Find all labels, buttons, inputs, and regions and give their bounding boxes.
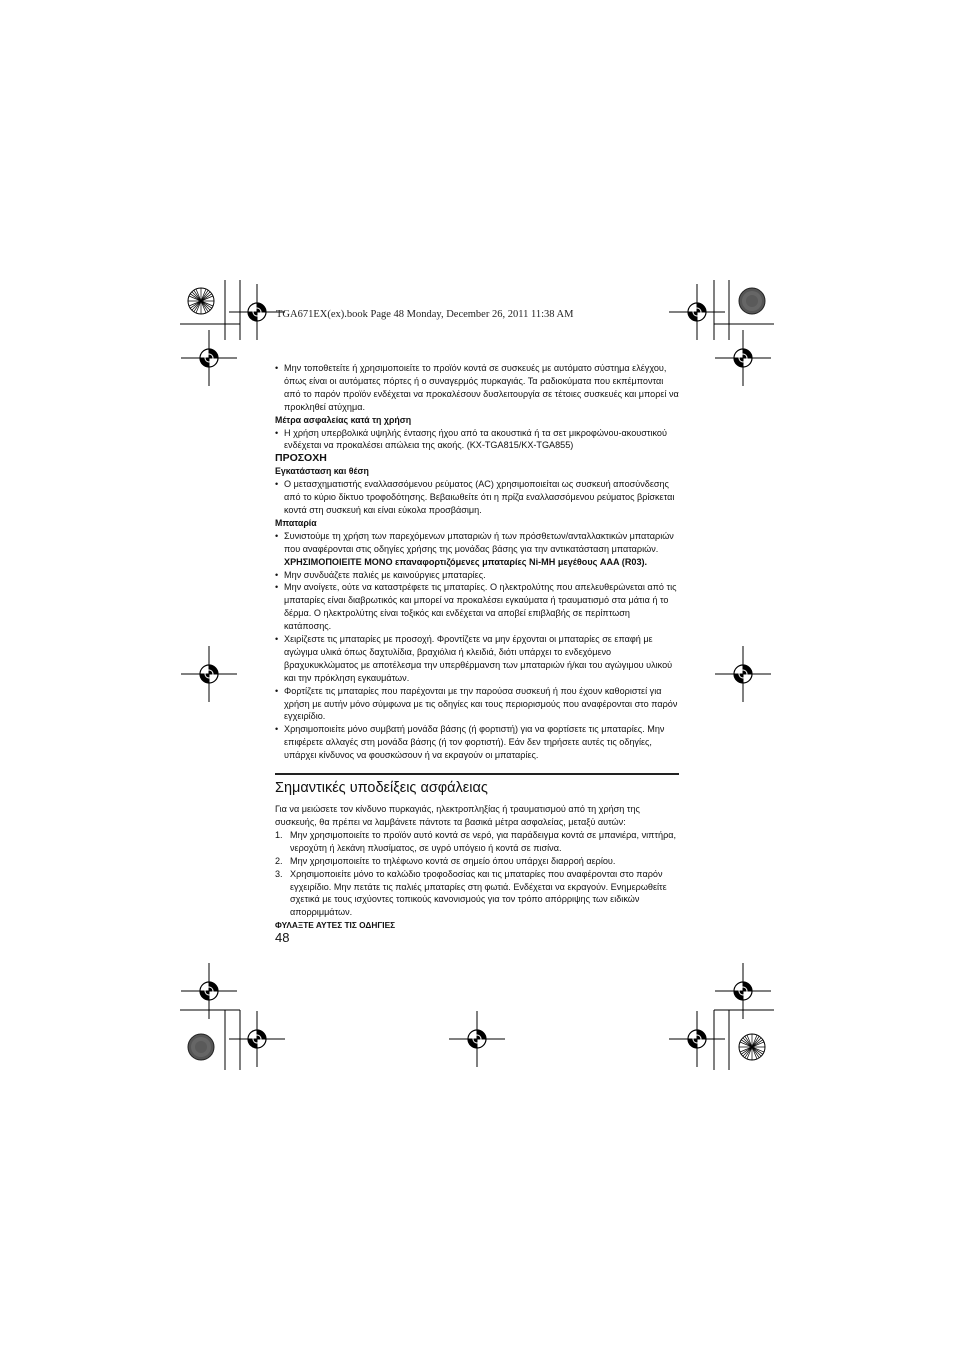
page-number: 48 — [275, 930, 290, 946]
numbered-item — [275, 855, 679, 868]
item-text: Χρησιμοποιείτε μόνο το καλώδιο τροφοδοσίας και τις μπαταρίες που αναφέρονται στο παρόν εγχειρίδιο. Μην πετάτε τις παλιές μπαταρίες στη φωτιά. Ενδέχεται να εκραγούν. Ενημερωθείτε σχετικά με τους ισχύοντες τοπικούς κανονισμούς για τον τρόπο απόρριψης των ειδικών απορριμμάτων. — [290, 868, 667, 918]
important-safety-intro: Για να μειώσετε τον κίνδυνο πυρκαγιάς, ηλεκτροπληξίας ή τραυματισμού από τη χρήση της συσκευής, θα πρέπει να λαμβάνετε πάντοτε τα βασικά μέτρα ασφαλείας, μεταξύ αυτών: — [275, 804, 640, 827]
battery-bullet: • Μην συνδυάζετε παλιές με καινούργιες μπαταρίες. — [275, 569, 679, 582]
battery-bullet: • Μην ανοίγετε, ούτε να καταστρέφετε τις μπαταρίες. Ο ηλεκτρολύτης που απελευθερώνεται από τις μπαταρίες είναι διαβρωτικός και μπορεί να προκαλέσει εγκαύματα ή τραυματισμό στα μάτια ή το δέρμα. Ο ηλεκτρολύτης είναι τοξικός και ενδέχεται να αποβεί επιβλαβής σε περίπτωση κατάποσης. — [275, 581, 679, 633]
usage-safety-bullet: • Η χρήση υπερβολικά υψηλής έντασης ήχου από τα ακουστικά ή τα σετ μικροφώνου-ακουστικού ενδέχεται να προκαλέσει απώλεια της ακοής. (KX-TGA815/KX-TGA855) — [275, 427, 679, 453]
item-number: 3. — [275, 868, 283, 879]
item-number: 1. — [275, 829, 283, 840]
battery-heading: Μπαταρία — [275, 517, 317, 528]
battery-recommend-end: . — [644, 556, 648, 567]
battery-recommend-text: Συνιστούμε τη χρήση των παρεχόμενων μπαταριών ή των πρόσθετων/ανταλλακτικών μπαταριών που αναφέρονται στις οδηγίες χρήσης της μονάδας βάσης για την αντικατάσταση μπαταριών. — [284, 530, 674, 554]
save-instructions-note: ΦΥΛΑΞΤΕ ΑΥΤΕΣ ΤΙΣ ΟΔΗΓΙΕΣ — [275, 920, 396, 931]
item-number: 2. — [275, 855, 283, 866]
item-text: Μην χρησιμοποιείτε το προϊόν αυτό κοντά σε νερό, για παράδειγμα κοντά σε μπανιέρα, νιπτήρα, νεροχύτη ή λεκάνη πλυσίματος, σε υγρό υπόγειο ή κοντά σε πισίνα. — [290, 829, 677, 853]
print-info-header: TGA671EX(ex).book Page 48 Monday, December 26, 2011 11:38 AM — [276, 309, 574, 320]
battery-bullet: • Χειρίζεστε τις μπαταρίες με προσοχή. Φροντίζετε να μην έρχονται οι μπαταρίες σε επαφή με αγώγιμα υλικά όπως δαχτυλίδια, βραχιόλια ή κλειδιά, διότι υπάρχει το ενδεχόμενο βραχυκυκλώματος με αποτέλεσμα την υπερθέρμανση των μπαταριών ή/και του αγώγιμου υλικού και την πρόκληση εγκαυμάτων. — [275, 633, 679, 685]
battery-bullet-recommend — [275, 530, 679, 569]
section-divider — [275, 773, 679, 775]
battery-bullet: • Χρησιμοποιείτε μόνο συμβατή μονάδα βάσης (ή φορτιστή) για να φορτίσετε τις μπαταρίες. Μην επιφέρετε αλλαγές στη μονάδα βάσης (ή τον φορτιστή). Εάν δεν τηρήσετε αυτές τις οδηγίες, υπάρχει κίνδυνος να φουσκώσουν ή να εκραγούν οι μπαταρίες. — [275, 723, 679, 762]
important-safety-title: Σημαντικές υποδείξεις ασφάλειας — [275, 780, 488, 797]
numbered-item — [275, 829, 679, 855]
battery-recommend-bold: ΧΡΗΣΙΜΟΠΟΙΕΙΤΕ ΜΟΝΟ επαναφορτιζόμενες μπαταρίες Ni-MH μεγέθους AAA (R03) — [284, 556, 645, 567]
usage-safety-heading: Μέτρα ασφαλείας κατά τη χρήση — [275, 414, 412, 425]
item-text: Μην χρησιμοποιείτε το τηλέφωνο κοντά σε σημείο όπου υπάρχει διαρροή αερίου. — [290, 855, 616, 866]
battery-bullet: • Φορτίζετε τις μπαταρίες που παρέχονται με την παρούσα συσκευή ή που έχουν καθοριστεί για χρήση με αυτήν μόνο σύμφωνα με τις οδηγίες και τους περιορισμούς που αναφέρονται στο παρόν εγχειρίδιο. — [275, 685, 679, 724]
numbered-item — [275, 868, 679, 920]
caution-title: ΠΡΟΣΟΧΗ — [275, 452, 327, 465]
page-content — [275, 362, 679, 945]
installation-heading: Εγκατάσταση και θέση — [275, 466, 369, 477]
installation-bullet: • Ο μετασχηματιστής εναλλασσόμενου ρεύματος (AC) χρησιμοποιείται ως συσκευή αποσύνδεσης από το κύριο δίκτυο τροφοδότησης. Βεβαιωθείτε ότι η πρίζα εναλλασσόμενου ρεύματος βρίσκεται κοντά στη συσκευή και είναι εύκολα προσβάσιμη. — [275, 478, 679, 517]
intro-bullet: • Μην τοποθετείτε ή χρησιμοποιείτε το προϊόν κοντά σε συσκευές με αυτόματο σύστημα ελέγχου, όπως είναι οι αυτόματες πόρτες ή ο συναγερμός πυρκαγιάς. Τα ραδιοκύματα που εκπέμπονται από το παρόν προϊόν ενδέχεται να προκαλέσουν δυσλειτουργία σε τέτοιες συσκευές και μπορεί να προκληθεί ατύχημα. — [275, 362, 679, 414]
